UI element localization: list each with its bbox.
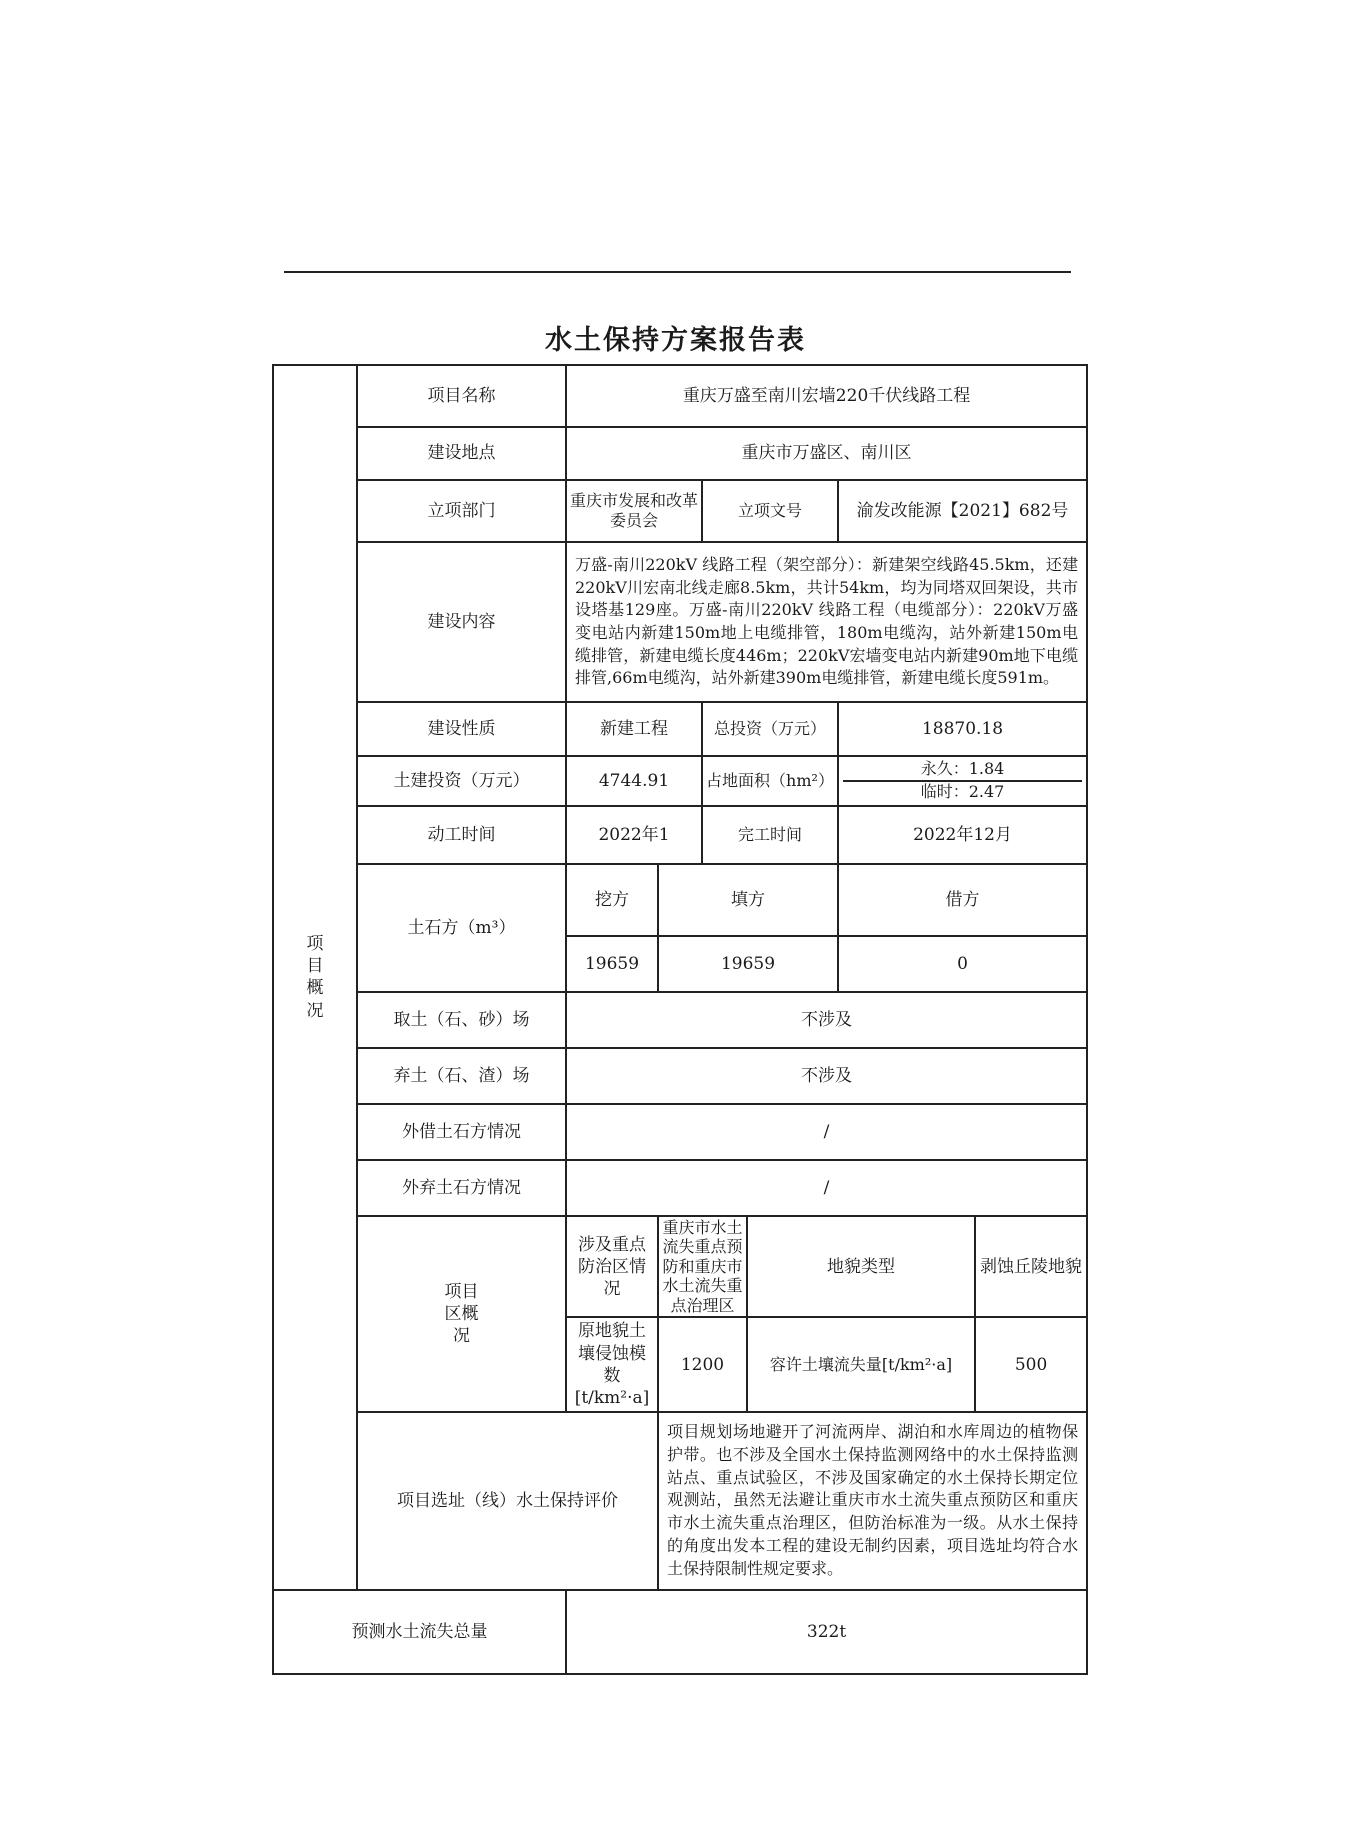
civil-invest-label: 土建投资（万元） [357,756,566,806]
land-area-label: 占地面积（hm²） [702,756,838,806]
content-value: 万盛-南川220kV 线路工程（架空部分）：新建架空线路45.5km，还建220kV川宏南北线走廊8.5km，共计54km，均为同塔双回架设，共市设塔基129座。万盛-南川220kV 线路工程（电缆部分）：220kV万盛变电站内新建150m地上电缆排管，180m电缆沟，站外新建150m电缆排管，新建电缆长度446m；220kV宏墙变电站内新建90m地下电缆排管,66m电缆沟，站外新建390m电缆排管，新建电缆长度591m。 [566,542,1087,702]
header-rule [284,271,1071,273]
row-project-name [273,365,1087,427]
total-invest-value: 18870.18 [838,702,1087,756]
row-approval [273,480,1087,542]
row-schedule [273,806,1087,864]
predicted-loss-value: 322t [566,1590,1087,1674]
row-earthwork-header [273,864,1087,936]
location-value: 重庆市万盛区、南川区 [566,427,1087,480]
location-label: 建设地点 [357,427,566,480]
earthwork-header-cut: 挖方 [566,864,658,936]
external-borrow-value: / [566,1104,1087,1160]
key-zone-label: 涉及重点防治区情况 [566,1216,658,1318]
row-external-borrow [273,1104,1087,1160]
row-spoil-site [273,1048,1087,1104]
earthwork-header-fill: 填方 [658,864,838,936]
approval-dept-value: 重庆市发展和改革委员会 [566,480,702,542]
erosion-label: 原地貌土壤侵蚀模数[t/km²·a] [566,1317,658,1411]
allowable-loss-label: 容许土壤流失量[t/km²·a] [747,1317,975,1411]
allowable-loss-value: 500 [975,1317,1087,1411]
landform-label: 地貌类型 [747,1216,975,1318]
earthwork-label: 土石方（m³） [357,864,566,992]
end-time-value: 2022年12月 [838,806,1087,864]
content-label: 建设内容 [357,542,566,702]
spoil-site-label: 弃土（石、渣）场 [357,1048,566,1104]
row-external-spoil [273,1160,1087,1216]
section-project-overview: 项目概况 [273,365,357,1590]
earthwork-value-fill: 19659 [658,936,838,992]
site-eval-value: 项目规划场地避开了河流两岸、湖泊和水库周边的植物保护带。也不涉及全国水土保持监测网络中的水土保持监测站点、重点试验区，不涉及国家确定的水土保持长期定位观测站，虽然无法避让重庆市水土流失重点预防区和重庆市水土流失重点治理区，但防治标准为一级。从水土保持的角度出发本工程的建设无制约因素，项目选址均符合水土保持限制性规定要求。 [658,1412,1087,1590]
section-area-overview: 项目区概况 [357,1216,566,1412]
document-title: 水土保持方案报告表 [545,325,806,356]
row-content [273,542,1087,702]
erosion-value: 1200 [658,1317,747,1411]
row-location [273,427,1087,480]
predicted-loss-label: 预测水土流失总量 [273,1590,566,1674]
project-name-value: 重庆万盛至南川宏墙220千伏线路工程 [566,365,1087,427]
spoil-site-value: 不涉及 [566,1048,1087,1104]
site-eval-label: 项目选址（线）水土保持评价 [357,1412,658,1590]
nature-label: 建设性质 [357,702,566,756]
land-area-permanent: 永久：1.84 [843,759,1082,782]
row-predicted-loss [273,1590,1087,1674]
land-area-temporary: 临时：2.47 [920,781,1005,801]
approval-dept-label: 立项部门 [357,480,566,542]
row-key-zone [273,1216,1087,1318]
report-form-table [272,364,1088,1675]
earthwork-header-borrow: 借方 [838,864,1087,936]
earthwork-value-borrow: 0 [838,936,1087,992]
borrow-site-label: 取土（石、砂）场 [357,992,566,1048]
total-invest-label: 总投资（万元） [702,702,838,756]
land-area-cell [838,756,1087,806]
external-spoil-value: / [566,1160,1087,1216]
project-name-label: 项目名称 [357,365,566,427]
nature-value: 新建工程 [566,702,702,756]
civil-invest-value: 4744.91 [566,756,702,806]
key-zone-value: 重庆市水土流失重点预防和重庆市水土流失重点治理区 [658,1216,747,1318]
end-time-label: 完工时间 [702,806,838,864]
approval-doc-value: 渝发改能源【2021】682号 [838,480,1087,542]
row-site-eval [273,1412,1087,1590]
landform-value: 剥蚀丘陵地貌 [975,1216,1087,1318]
approval-doc-label: 立项文号 [702,480,838,542]
row-nature [273,702,1087,756]
external-spoil-label: 外弃土石方情况 [357,1160,566,1216]
row-borrow-site [273,992,1087,1048]
borrow-site-value: 不涉及 [566,992,1087,1048]
start-time-label: 动工时间 [357,806,566,864]
start-time-value: 2022年1 [566,806,702,864]
row-civil-invest [273,756,1087,806]
earthwork-value-cut: 19659 [566,936,658,992]
external-borrow-label: 外借土石方情况 [357,1104,566,1160]
